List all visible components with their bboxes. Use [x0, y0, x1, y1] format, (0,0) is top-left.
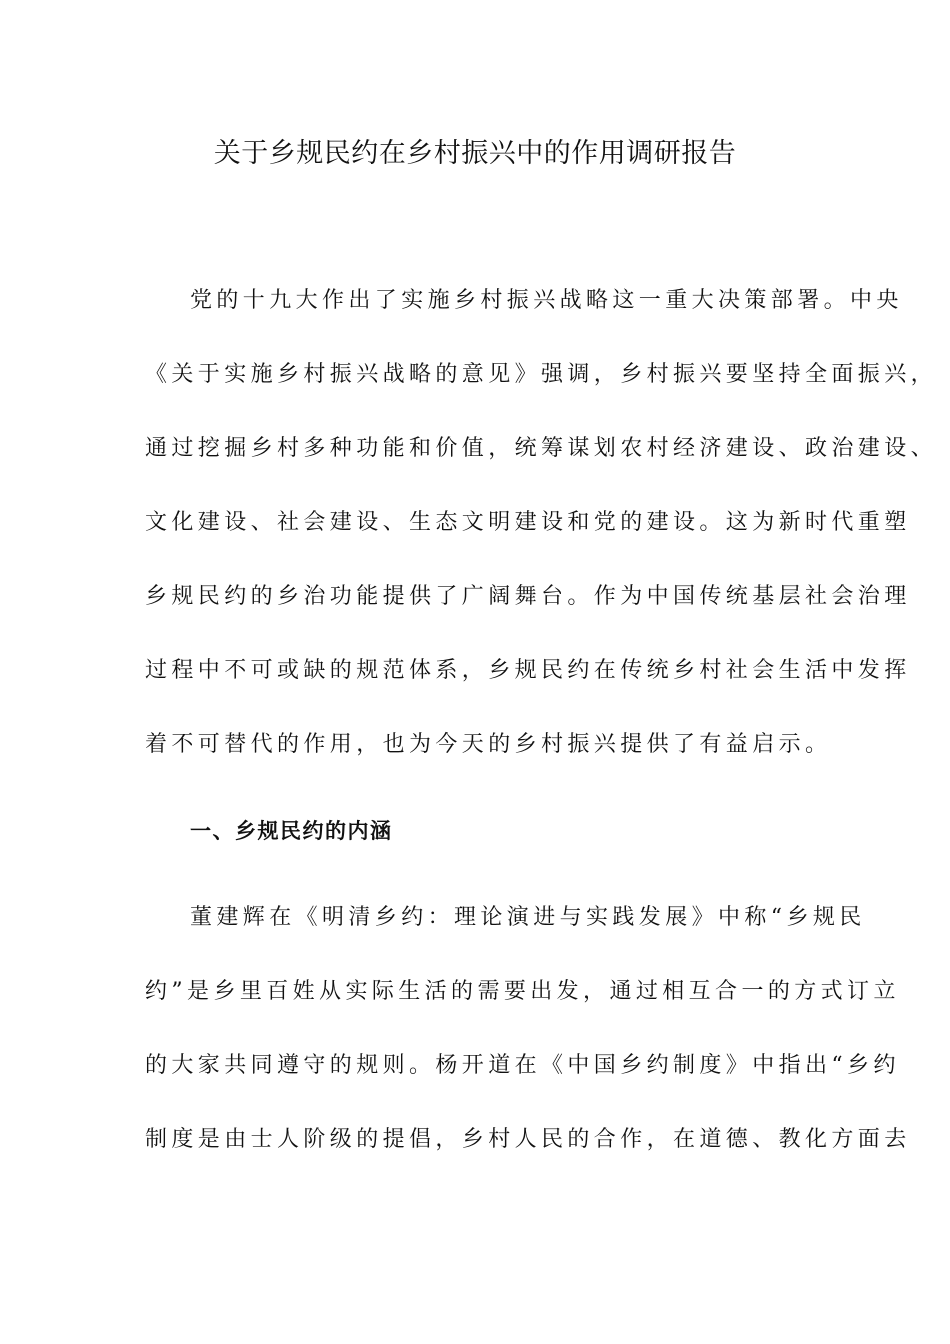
paragraph-line: 过程中不可或缺的规范体系，乡规民约在传统乡村社会生活中发挥 — [145, 658, 911, 683]
paragraph-line: 文化建设、社会建设、生态文明建设和党的建设。这为新时代重塑 — [145, 510, 911, 535]
paragraph-line: 制度是由士人阶级的提倡，乡村人民的合作，在道德、教化方面去 — [145, 1127, 911, 1152]
paragraph-line: 通过挖掘乡村多种功能和价值，统筹谋划农村经济建设、政治建设、 — [145, 436, 938, 461]
paragraph-line: 党的十九大作出了实施乡村振兴战略这一重大决策部署。中央 — [190, 288, 903, 313]
paragraph-line: 的大家共同遵守的规则。杨开道在《中国乡约制度》中指出“乡约 — [145, 1053, 900, 1078]
paragraph-line: 《关于实施乡村振兴战略的意见》强调，乡村振兴要坚持全面振兴， — [145, 362, 938, 387]
document-title: 关于乡规民约在乡村振兴中的作用调研报告 — [213, 138, 737, 169]
section-heading: 一、乡规民约的内涵 — [190, 819, 393, 843]
paragraph-line: 董建辉在《明清乡约：理论演进与实践发展》中称“乡规民 — [190, 905, 866, 930]
paragraph-line: 乡规民约的乡治功能提供了广阔舞台。作为中国传统基层社会治理 — [145, 584, 911, 609]
paragraph-line: 着不可替代的作用，也为今天的乡村振兴提供了有益启示。 — [145, 732, 832, 757]
paragraph-line: 约”是乡里百姓从实际生活的需要出发，通过相互合一的方式订立 — [145, 979, 900, 1004]
